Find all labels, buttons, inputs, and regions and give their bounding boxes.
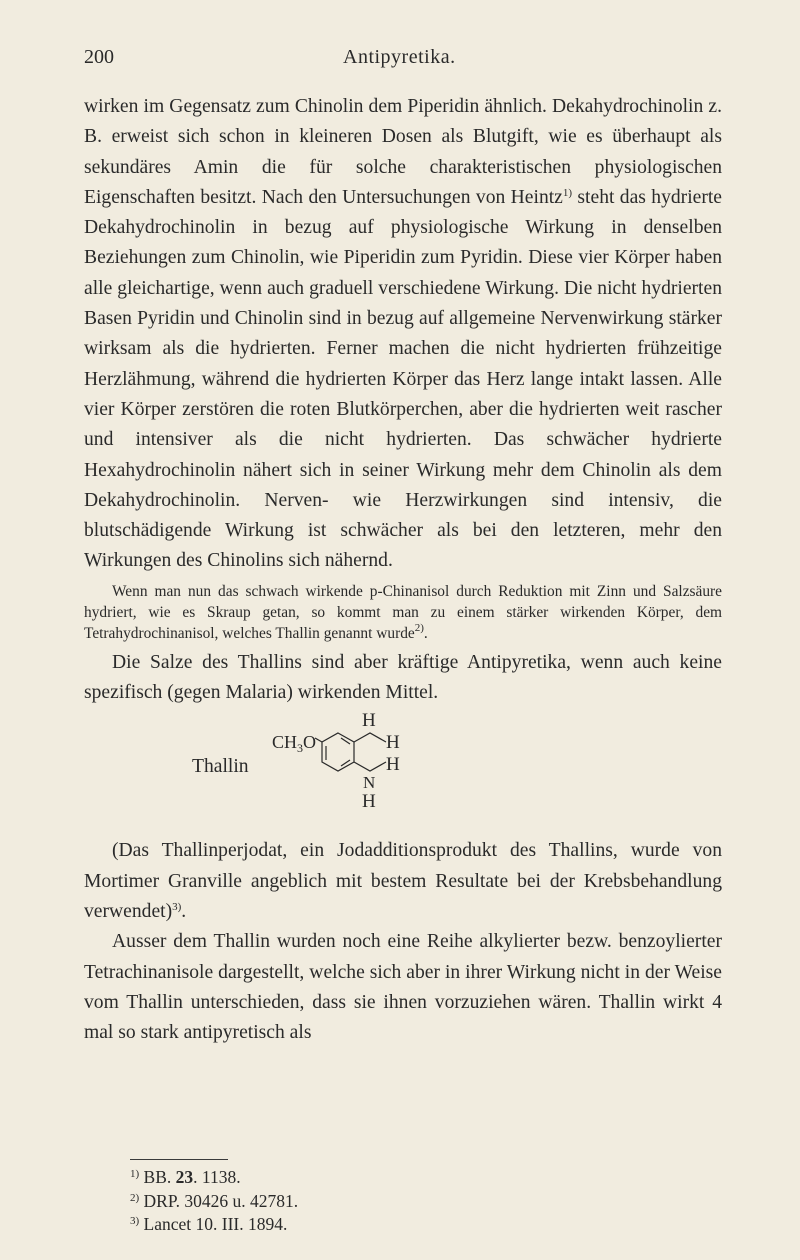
paragraph: Ausser dem Thallin wurden noch eine Reihe alkylierter bezw. benzoylierter Tetrachinanisole dargestellt, welche sich aber in ihrer Wirkung nicht in der Weise vom Thallin unterschieden, dass sie ihnen vorzuziehen wären. Thallin wirkt 4 mal so stark antipyretisch als [84, 931, 722, 1044]
footnote [130, 1213, 298, 1237]
footnote-text: Lancet 10. III. 1894. [143, 1214, 288, 1234]
methoxy-ch: CH [272, 732, 298, 753]
footnote-reference: 1) [562, 186, 573, 199]
running-title: Antipyretika. [343, 46, 456, 68]
paragraph-text: wirken im Gegensatz zum Chinolin dem Piperidin ähnlich. Dekahydrochinolin z. B. erweist sich schon in kleineren Dosen als Blutgift, wie es überhaupt als sekundäres Amin die für solche charakteristischen physiologischen Eigenschaften besitzt. Nach den Untersuchungen von Heintz [84, 96, 722, 208]
footnote-number: 1) [130, 1168, 140, 1180]
methoxy-subscript: 3 [297, 741, 304, 756]
body-text [84, 92, 722, 1048]
footnote-text: DRP. 30426 u. 42781. [143, 1190, 299, 1211]
footnote-number: 2) [130, 1191, 140, 1204]
hydrogen-right-top: H [386, 732, 400, 754]
paragraph-text: . [423, 624, 428, 642]
footnote-number: 3) [130, 1215, 140, 1227]
footnote-text: BB. [143, 1167, 176, 1187]
formula-label: Thallin [192, 756, 249, 778]
methoxy-group [272, 732, 316, 755]
footnote [130, 1166, 298, 1190]
footnote-text: . 1138. [193, 1167, 241, 1187]
nitrogen-atom: N [363, 773, 376, 793]
page-number: 200 [84, 46, 114, 68]
paragraph: Die Salze des Thallins sind aber kräftige Antipyretika, wenn auch keine spezifisch (gegen Malaria) wirkenden Mittel. [84, 651, 722, 704]
footnotes [130, 1166, 298, 1237]
hydrogen-top: H [362, 710, 376, 732]
structural-formula [84, 708, 722, 836]
footnote-volume: 23 [175, 1167, 194, 1187]
small-print-paragraph [84, 581, 722, 644]
footnote [130, 1190, 298, 1214]
paragraph [84, 92, 722, 577]
methoxy-o: O [303, 732, 317, 753]
footnote-reference: 2) [414, 621, 424, 634]
footnote-reference: 3) [172, 900, 182, 913]
hydrogen-right-bottom: H [386, 754, 400, 776]
paragraph-text: . [181, 900, 187, 922]
page-header [84, 46, 724, 76]
thallin-structure-diagram [270, 708, 450, 836]
footnote-divider [130, 1159, 228, 1160]
paragraph [84, 836, 722, 927]
paragraph-text: steht das hydrierte Dekahydrochinolin in bezug auf physiologische Wirkung in denselben Beziehungen zum Chinolin, wie Piperidin zum Pyridin. Diese vier Körper haben alle gleichartige, wenn auch graduell verschiedene Wirkung. Die nicht hydrierten Basen Pyridin und Chinolin sind in bezug auf allgemeine Nervenwirkung stärker wirksam als die hydrierten. Ferner machen die nicht hydrierten frühzeitige Herzlähmung, während die hydrierten Körper das Herz lange intakt lassen. Alle vier Körper zerstören die roten Blutkörperchen, aber die hydrierten weit rascher und intensiver als die nicht hydrierten. Das schwächer hydrierte Hexahydrochinolin nähert sich in seiner Wirkung mehr dem Chinolin als dem Dekahydrochinolin. Nerven- wie Herzwirkungen sind intensiv, die blutschädigende Wirkung ist schwächer als bei den letzteren, mehr den Wirkungen des Chinolins sich nähernd. [84, 186, 723, 572]
hydrogen-bottom: H [362, 791, 376, 813]
paragraph-text: Wenn man nun das schwach wirkende p-Chinanisol durch Reduktion mit Zinn und Salzsäure hydriert, wie es Skraup getan, so kommt man zu einem stärker wirkenden Körper, dem Tetrahydrochinanisol, welches Thallin genannt wurde [84, 582, 722, 642]
paragraph-text: (Das Thallinperjodat, ein Jodadditionsprodukt des Thallins, wurde von Mortimer Granville angeblich mit bestem Resultate bei der Krebsbehandlung verwendet) [84, 840, 722, 922]
